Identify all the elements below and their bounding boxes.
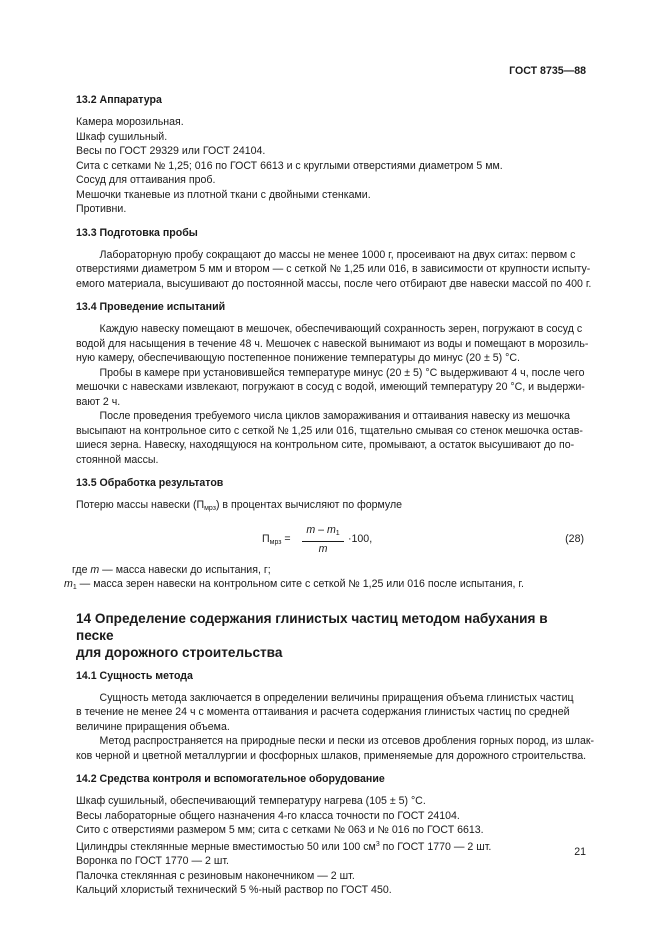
list-item: Сита с сетками № 1,25; 016 по ГОСТ 6613 и с круглыми отверстиями диаметром 5 мм.: [76, 159, 503, 172]
page-content: [64, 94, 595, 908]
text-line: вают 2 ч.: [76, 395, 121, 408]
document-code-header: ГОСТ 8735—88: [509, 65, 586, 77]
list-item: [76, 838, 584, 855]
formula-symbol: П: [262, 532, 270, 545]
list-item: Шкаф сушильный.: [76, 130, 168, 143]
paragraph-13-3: [76, 248, 592, 292]
page-number: 21: [574, 846, 586, 858]
paragraph-14-1-1: [76, 691, 584, 735]
title-line-2: для дорожного строительства: [76, 644, 283, 660]
text-line: Пробы в камере при установившейся температуре минус (20 ± 5) °С выдерживают 4 ч, после чего: [76, 366, 585, 379]
text-line: высыпают на контрольное сито с сеткой № 1,25 или 016, тщательно смывая со стенок мешочка остав-: [76, 424, 583, 437]
list-item: Кальций хлористый технический 5 %-ный раствор по ГОСТ 450.: [76, 884, 392, 896]
section-title-14-2: 14.2 Средства контроля и вспомогательное оборудование: [76, 773, 385, 785]
text-line: величине приращения объема.: [76, 720, 230, 733]
list-item: Мешочки тканевые из плотной ткани с двойными стенками.: [76, 188, 371, 201]
section-title-14-1: 14.1 Сущность метода: [76, 669, 193, 682]
text-line: стоянной массы.: [76, 453, 159, 466]
formula-definitions: [64, 563, 584, 596]
numerator-subscript: 1: [335, 529, 340, 537]
text-line: Метод распространяется на природные пески и пески из отсевов дробления горных пород, из шлак-: [76, 735, 595, 747]
text-line: Сущность метода заключается в определении величины приращения объема глинистых частиц: [76, 691, 574, 704]
cylinder-text: Цилиндры стеклянные мерные вместимостью 50 или 100 см: [76, 840, 376, 853]
text-line: в течение не менее 24 ч с момента оттаивания и расчета содержания глинистых частиц по средней: [76, 706, 570, 718]
var-m1: m: [64, 578, 73, 590]
section-title-13-5: 13.5 Обработка результатов: [76, 477, 224, 489]
list-item: Весы по ГОСТ 29329 или ГОСТ 24104.: [76, 145, 266, 157]
list-item: Палочка стеклянная с резиновым наконечником — 2 шт.: [76, 869, 355, 882]
text-line: емого материала, высушивают до постоянной массы, после чего отбирают две навески массой по 400 г.: [76, 277, 592, 290]
formula-equals: =: [281, 532, 294, 545]
list-item: Сито с отверстиями размером 5 мм; сита с сетками № 063 и № 016 по ГОСТ 6613.: [76, 824, 484, 836]
text-line: Каждую навеску помещают в мешочек, обеспечивающий сохранность зерен, погружают в сосуд с: [76, 323, 583, 335]
numerator-minus: –: [315, 523, 327, 536]
formula-numerator: [302, 523, 344, 542]
text-line: ную камеру, обеспечивающую постепенное понижение температуры до минус (20 ± 5) °С.: [76, 352, 520, 364]
paragraph-14-1-2: [76, 734, 595, 763]
paragraph-13-4-3: [76, 409, 584, 467]
formula-lhs: [262, 533, 294, 546]
formula-28: [76, 523, 584, 557]
where-label: где: [72, 563, 91, 576]
text-line: Лабораторную пробу сокращают до массы не менее 1000 г, просеивают на двух ситах: первом с: [76, 248, 576, 261]
var-m-definition: — масса навески до испытания, г;: [99, 563, 271, 576]
list-item: Сосуд для оттаивания проб.: [76, 174, 216, 186]
numerator-m: m: [306, 523, 316, 536]
section-title-13-2: 13.2 Аппаратура: [76, 94, 162, 106]
section-title-14: [76, 610, 584, 661]
text-line: мешочки с навесками извлекают, погружают в сосуд с водой, имеющий температуру 20 °С, и выдержи-: [76, 381, 585, 393]
equipment-list-13-2: [76, 115, 584, 217]
list-item: Весы лабораторные общего назначения 4-го класса точности по ГОСТ 24104.: [76, 809, 460, 822]
formula-intro: [76, 498, 584, 517]
intro-text-end: ) в процентах вычисляют по формуле: [215, 499, 403, 511]
paragraph-13-4-1: [76, 322, 589, 366]
var-m: m: [90, 563, 100, 576]
intro-text: Потерю массы навески (П: [76, 499, 205, 511]
var-m1-subscript: 1: [72, 584, 77, 591]
text-line: шиеся зерна. Навеску, находящуюся на контрольном сите, промывают, а остаток высушивают до по-: [76, 439, 575, 451]
equation-number: (28): [565, 532, 584, 545]
list-item: Воронка по ГОСТ 1770 — 2 шт.: [76, 855, 229, 867]
formula-tail: ·100,: [348, 532, 373, 545]
formula-denominator: m: [318, 542, 328, 555]
text-line: ков черной и цветной металлургии и фосфорных шлаков, применяемые для дорожного строительства.: [76, 749, 587, 762]
section-title-13-4: 13.4 Проведение испытаний: [76, 301, 226, 313]
list-item: Противни.: [76, 203, 127, 215]
list-item: Камера морозильная.: [76, 116, 184, 128]
numerator-m1: m: [326, 523, 336, 536]
cylinder-text-end: по ГОСТ 1770 — 2 шт.: [379, 840, 492, 853]
formula-fraction: [302, 523, 344, 556]
text-line: После проведения требуемого числа циклов замораживания и оттаивания навеску из мешочка: [76, 410, 570, 422]
var-m1-definition: — масса зерен навески на контрольном сите с сеткой № 1,25 или 016 после испытания, г.: [76, 578, 524, 590]
equipment-list-14-2: [76, 794, 584, 898]
formula-subscript: мрз: [269, 538, 282, 546]
text-line: отверстиями диаметром 5 мм и втором — с сеткой № 1,25 или 016, в зависимости от крупности испыту-: [76, 263, 591, 275]
text-line: водой для насыщения в течение 48 ч. Мешочек с навеской вынимают из воды и помещают в морозиль-: [76, 337, 589, 350]
intro-subscript: мрз: [204, 505, 216, 512]
paragraph-13-4-2: [76, 366, 584, 410]
cm-cubed-superscript: 3: [375, 840, 380, 848]
list-item: Шкаф сушильный, обеспечивающий температуру нагрева (105 ± 5) °С.: [76, 795, 426, 807]
title-line-1: 14 Определение содержания глинистых частиц методом набухания в песке: [76, 610, 548, 643]
section-title-13-3: 13.3 Подготовка пробы: [76, 226, 198, 239]
